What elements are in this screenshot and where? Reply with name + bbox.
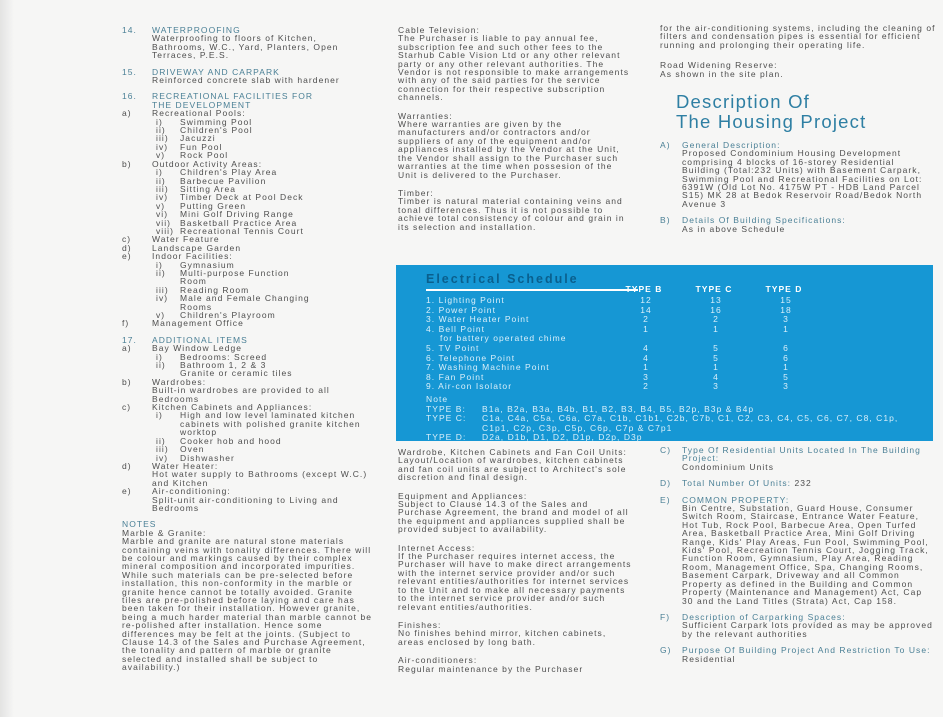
outline-marker: i) — [156, 167, 163, 178]
outline-marker: iii) — [156, 183, 169, 194]
outline-row — [122, 386, 372, 403]
section-title: Cable Television: — [398, 25, 480, 35]
value-type-d: 18 — [780, 304, 792, 315]
section-title: Purpose Of Building Project And Restriction To Use: — [682, 645, 931, 656]
lettered-section — [660, 479, 936, 487]
value-type-c: 13 — [710, 295, 722, 305]
outline-text: Basketball Practice Area — [180, 217, 298, 228]
section-letter: A) — [660, 140, 671, 151]
table-rows — [396, 296, 933, 392]
value-type-c: 16 — [710, 304, 722, 315]
outline-text: Children's Pool — [180, 125, 253, 136]
outline-marker: vii) — [156, 217, 172, 228]
outline-text: Reading Room — [180, 284, 250, 295]
outline-text: High and low level laminated kitchen cabinets with polished granite kitchen worktop — [180, 410, 361, 438]
electrical-schedule-table — [396, 265, 933, 441]
section-body: Regular maintenance by the Purchaser — [398, 663, 584, 674]
outline-text: Cooker hob and hood — [180, 435, 282, 446]
text-section — [398, 448, 634, 482]
outline-marker: iv) — [156, 452, 169, 463]
outline-text: Water Feature — [152, 234, 220, 245]
outline-marker: 15. — [122, 66, 137, 77]
outline-marker: c) — [122, 234, 132, 245]
section-body: Sufficient Carpark lots provided as may be approved by the relevant authorities — [682, 620, 933, 639]
note-unit-list: D2a, D1b, D1, D2, D1p, D2p, D3p — [482, 432, 643, 443]
right-top-sections — [660, 24, 936, 78]
lettered-section — [660, 216, 936, 233]
value-type-b: 1 — [643, 362, 649, 373]
table-title: Electrical Schedule — [426, 273, 638, 291]
section-body: for the air-conditioning systems, including the cleaning of filters and condensation pipes is essential for efficient running and prolonging their operating life. — [660, 23, 936, 50]
outline-text: Rock Pool — [180, 150, 229, 161]
outline-text: NOTES — [122, 519, 157, 530]
note-unit-list: B1a, B2a, B3a, B4b, B1, B2, B3, B4, B5, B2p, B3p & B4p — [482, 403, 755, 414]
row-label: 4. Bell Point — [426, 323, 486, 334]
outline-text: Kitchen Cabinets and Appliances: — [152, 402, 313, 413]
outline-text: ADDITIONAL ITEMS — [152, 334, 248, 345]
section-title: COMMON PROPERTY: — [682, 494, 790, 505]
value-type-d: 3 — [783, 381, 789, 392]
value-type-b: 4 — [643, 352, 649, 363]
outline-marker: d) — [122, 460, 132, 471]
note-type: TYPE C: — [426, 413, 467, 424]
value-type-d: 6 — [783, 352, 789, 363]
row-sublabel: for battery operated chime — [440, 333, 567, 344]
middle-column-top — [398, 26, 630, 241]
outline-text: Barbecue Pavilion — [180, 175, 267, 186]
section-body: The Purchaser is liable to pay annual fee, subscription fee and such other fees to the Starhub Cable Vision Ltd or any other relevant party or any other relevant authorities. The Vendor is not responsible to make arrangements with any of the said parties for the service connection for their respective subscription channels. — [398, 33, 630, 103]
lettered-section — [660, 446, 936, 471]
outline-text: Air-conditioning: — [152, 486, 231, 497]
outline-row — [122, 496, 372, 513]
outline-marker: d) — [122, 242, 132, 253]
section-title: Finishes: — [398, 619, 442, 630]
column-header-type-d: TYPE D — [765, 284, 803, 294]
section-title: Equipment and Appliances: — [398, 490, 528, 501]
outline-text: WATERPROOFING — [152, 25, 241, 35]
outline-text: Hot water supply to Bathrooms (except W.C.) and Kitchen — [152, 469, 368, 488]
outline-marker: a) — [122, 108, 132, 119]
outline-marker: i) — [156, 351, 163, 362]
outline-text: Bay Window Ledge — [152, 343, 243, 354]
section-title: Details Of Building Specifications: — [682, 215, 846, 226]
text-section — [398, 492, 634, 534]
table-note — [396, 395, 933, 443]
value-type-b: 12 — [640, 295, 652, 305]
row-label: 6. Telephone Point — [426, 352, 516, 363]
section-letter: D) — [660, 478, 672, 489]
outline-row — [122, 34, 372, 59]
lettered-section — [660, 646, 936, 663]
value-type-b: 14 — [640, 304, 652, 315]
outline-text: Children's Playroom — [180, 310, 276, 320]
section-value: 232 — [794, 478, 812, 489]
value-type-b: 2 — [643, 381, 649, 392]
text-section — [398, 189, 630, 231]
text-section — [398, 544, 634, 611]
outline-marker: ii) — [156, 435, 166, 446]
section-title: Air-conditioners: — [398, 655, 478, 666]
note-type: TYPE D: — [426, 432, 467, 443]
value-type-d: 5 — [783, 371, 789, 382]
outline-marker: v) — [156, 310, 166, 320]
outline-text: Fun Pool — [180, 141, 223, 152]
text-section — [398, 656, 634, 673]
outline-text: Bedrooms: Screed — [180, 351, 268, 362]
value-type-b: 2 — [643, 314, 649, 325]
outline-text: Jacuzzi — [180, 133, 216, 144]
column-header-type-b: TYPE B — [625, 284, 663, 294]
text-section — [398, 112, 630, 179]
section-body: Timber is natural material containing veins and tonal differences. Thus it is not possible to achieve total consistency of colour and grain in its selection and installation. — [398, 196, 625, 232]
outline-marker: 17. — [122, 334, 137, 345]
outline-marker: iv) — [156, 141, 169, 152]
right-column-bottom — [660, 446, 936, 671]
outline-text: RECREATIONAL FACILITIES FOR THE DEVELOPMENT — [152, 91, 314, 110]
lettered-section — [660, 141, 936, 208]
section-letter: F) — [660, 611, 671, 622]
section-title: Type Of Residential Units Located In The Building Project: — [682, 445, 921, 464]
outline-text: Landscape Garden — [152, 242, 242, 253]
outline-text: Marble & Granite: — [122, 527, 207, 538]
outline-marker: 14. — [122, 25, 137, 35]
left-column — [122, 26, 372, 672]
outline-text: Wardrobes: — [152, 376, 207, 387]
section-body: As in above Schedule — [682, 223, 786, 234]
outline-marker: ii) — [156, 267, 166, 278]
row-label: 2. Power Point — [426, 304, 496, 315]
section-title: Road Widening Reserve: — [660, 60, 778, 71]
section-title: Timber: — [398, 187, 434, 198]
outline-text: Mini Golf Driving Range — [180, 209, 294, 220]
value-type-b: 4 — [643, 342, 649, 353]
outline-marker: ii) — [156, 360, 166, 371]
outline-text: Multi-purpose Function — [180, 267, 290, 278]
value-type-c: 5 — [713, 352, 719, 363]
value-type-c: 3 — [713, 381, 719, 392]
text-section — [398, 26, 630, 102]
section-title: Wardrobe, Kitchen Cabinets and Fan Coil Units: — [398, 447, 627, 457]
value-type-b: 3 — [643, 371, 649, 382]
outline-text: Waterproofing to floors of Kitchen, Bathrooms, W.C., Yard, Planters, Open Terraces, P.E.S. — [152, 33, 339, 61]
outline-text: Room — [180, 276, 207, 287]
lettered-section — [660, 613, 936, 638]
column-header-type-c: TYPE C — [695, 284, 733, 294]
outline-text: Oven — [180, 444, 205, 455]
outline-text: Reinforced concrete slab with hardener — [152, 75, 340, 86]
section-body: Bin Centre, Substation, Guard House, Consumer Switch Room, Staircase, Entrance Water Feature, Hot Tub, Rock Pool, Barbecue Area, Open Turfed Area, Basketball Practice Area, Mini Golf Driving Range, Kids' Play Areas, Fun Pool, Swimming Pool, Kids' Pool, Recreation Tennis Court, Jogging Track, Function Room, Gymnasium, Play Area, Reading Room, Management Office, Spa, Changing Rooms, Basement Carpark, Driveway and all Common Property as defined in the Building and Common Property (Maintenance and Management) Act, Cap 30 and the Land Titles (Strata) Act, Cap 158. — [682, 503, 929, 606]
outline-marker: f) — [122, 318, 130, 329]
outline-row — [122, 76, 372, 84]
outline-text: Indoor Facilities: — [152, 251, 233, 262]
row-label: 1. Lighting Point — [426, 295, 505, 305]
value-type-d: 1 — [783, 323, 789, 334]
section-letter: C) — [660, 445, 672, 455]
text-section — [398, 621, 634, 646]
outline-marker: ii) — [156, 175, 166, 186]
section-body: Layout/Location of wardrobes, kitchen cabinets and fan coil units are subject to Architect's sole discretion and final design. — [398, 455, 627, 483]
heading-line-2: The Housing Project — [676, 110, 867, 132]
outline-row — [156, 411, 372, 436]
value-type-c: 4 — [713, 371, 719, 382]
middle-column-bottom — [398, 448, 634, 683]
right-column-top — [660, 24, 936, 241]
section-title: Total Number Of Units: — [682, 478, 792, 489]
outline-marker: iii) — [156, 133, 169, 144]
outline-text: Recreational Tennis Court — [180, 225, 304, 236]
outline-text: Children's Play Area — [180, 167, 278, 178]
value-type-c: 1 — [713, 362, 719, 373]
outline-text: Swimming Pool — [180, 116, 253, 127]
text-section — [660, 24, 936, 49]
section-body: No finishes behind mirror, kitchen cabinets, areas enclosed by long bath. — [398, 628, 607, 647]
section-letter: E) — [660, 494, 671, 505]
outline-row — [122, 92, 372, 109]
outline-marker: 16. — [122, 91, 137, 102]
outline-marker: i) — [156, 410, 163, 421]
value-type-d: 6 — [783, 342, 789, 353]
outline-row — [122, 470, 372, 487]
note-lines — [426, 405, 933, 443]
outline-text: Gymnasium — [180, 259, 235, 270]
section-body: Where warranties are given by the manufacturers and/or contractors and/or suppliers of any of the equipment and/or appliances installed by the Vendor at the Unit, the Vendor shall assign to the Purchaser such warranties at the time when possesion of the Unit is delivered to the Purchaser. — [398, 119, 620, 180]
outline-marker: e) — [122, 251, 132, 262]
outline-text: Granite or ceramic tiles — [180, 368, 293, 379]
section-title: Description of Carparking Spaces: — [682, 611, 846, 622]
outline-marker: a) — [122, 343, 132, 354]
outline-marker: ii) — [156, 125, 166, 136]
value-type-d: 3 — [783, 314, 789, 325]
section-body: Subject to Clause 14.3 of the Sales and Purchase Agreement, the brand and model of all the equipment and appliances supplied shall be provided subject to availability. — [398, 499, 629, 535]
outline-marker: viii) — [156, 225, 174, 236]
outline-marker: i) — [156, 259, 163, 270]
outline-text: Dishwasher — [180, 452, 235, 463]
value-type-c: 5 — [713, 342, 719, 353]
outline-text: Water Heater: — [152, 460, 219, 471]
outline-text: Management Office — [152, 318, 244, 329]
outline-text: Timber Deck at Pool Deck — [180, 192, 304, 203]
row-label: 8. Fan Point — [426, 371, 485, 382]
outline-marker: iv) — [156, 293, 169, 304]
row-label: 7. Washing Machine Point — [426, 362, 550, 373]
outline-marker: v) — [156, 150, 166, 161]
section-letter: B) — [660, 215, 671, 226]
outline-marker: c) — [122, 402, 132, 413]
section-title: Warranties: — [398, 110, 453, 121]
outline-text: Built-in wardrobes are provided to all Bedrooms — [152, 385, 330, 404]
row-label: 9. Air-con Isolator — [426, 381, 513, 392]
section-letter: G) — [660, 645, 672, 656]
section-value: Residential — [682, 653, 736, 664]
value-type-d: 1 — [783, 362, 789, 373]
housing-project-heading — [676, 92, 936, 131]
outline-row — [122, 319, 372, 327]
outline-text: Marble and granite are natural stone materials containing veins with tonality differences. There will be colour and markings caused by their complex mineral composition and incorporated impurities. While such materials can be pre-selected before installation, this non-conformity in the marble or granite hence cannot be totally avoided. Granite tiles are pre-polished before laying and care has been taken for their installation. However granite, being a much harder material than marble cannot be re-polished after installation. Hence some differences may be felt at the joints. (Subject to Clause 14.3 of the Sales and Purchase Agreement, the tonality and pattern of marble or granite selected and installed shall be subject to availability.) — [122, 536, 373, 673]
table-row — [396, 382, 933, 392]
section-body: As shown in the site plan. — [660, 68, 784, 79]
section-body: Condominium Units — [682, 461, 775, 472]
value-type-b: 1 — [643, 323, 649, 334]
outline-marker: b) — [122, 158, 132, 169]
outline-text: Split-unit air-conditioning to Living and Bedrooms — [152, 494, 339, 513]
heading-line-1: Description Of — [676, 91, 811, 113]
right-ab-sections — [660, 141, 936, 233]
outline-text: Sitting Area — [180, 183, 237, 194]
value-type-d: 15 — [780, 295, 792, 305]
outline-text: Putting Green — [180, 200, 247, 211]
outline-text: Male and Female Changing — [180, 293, 310, 304]
outline-text: Outdoor Activity Areas: — [152, 158, 263, 169]
table-row — [396, 325, 933, 344]
outline-marker: v) — [156, 200, 166, 211]
row-label: 5. TV Point — [426, 342, 480, 353]
section-body: If the Purchaser requires internet access, the Purchaser will have to make direct arrangements with the internet service provider and/or such relevant entities/authorities for internet services to the Unit and to make all necessary payments to the internet service provider and/or such relevant entities/authorities. — [398, 551, 632, 612]
value-type-c: 1 — [713, 323, 719, 334]
outline-row — [122, 512, 372, 520]
lettered-section — [660, 496, 936, 605]
value-type-c: 2 — [713, 314, 719, 325]
note-unit-list: C1a, C4a, C5a, C6a, C7a, C1b, C1b1, C2b, C7b, C1, C2, C3, C4, C5, C6, C7, C8, C1p, C1p1, C2p, C3p, C5p, C6p, C7p & C7p1 — [482, 413, 899, 433]
outline-marker: i) — [156, 116, 163, 127]
outline-marker: e) — [122, 486, 132, 497]
outline-row — [122, 537, 372, 672]
note-line — [426, 414, 933, 433]
section-title: General Description: — [682, 140, 781, 151]
note-label: Note — [426, 393, 449, 404]
outline-text: Recreational Pools: — [152, 108, 246, 119]
section-body: Proposed Condominium Housing Development comprising 4 blocks of 16-storey Residential Building (Total:232 Units) with Basement Carpark, Swimming Pool and Recreational Facilities on Lot: 6391W (Old Lot No. 4175W PT - HDB Land Parcel S15) MK 28 at Bedok Reservoir Road/Bedok North Avenue 3 — [682, 148, 923, 209]
section-title: Internet Access: — [398, 542, 476, 553]
outline-text: Bathroom 1, 2 & 3 — [180, 360, 267, 371]
note-type: TYPE B: — [426, 403, 466, 414]
row-label: 3. Water Heater Point — [426, 314, 530, 325]
outline-marker: iv) — [156, 192, 169, 203]
outline-marker: vi) — [156, 209, 169, 220]
outline-marker: iii) — [156, 444, 169, 455]
outline-text: DRIVEWAY AND CARPARK — [152, 66, 280, 77]
outline-text: Rooms — [180, 301, 213, 312]
outline-marker: iii) — [156, 284, 169, 295]
note-line — [426, 433, 933, 443]
outline-marker: b) — [122, 376, 132, 387]
text-section — [660, 61, 936, 78]
